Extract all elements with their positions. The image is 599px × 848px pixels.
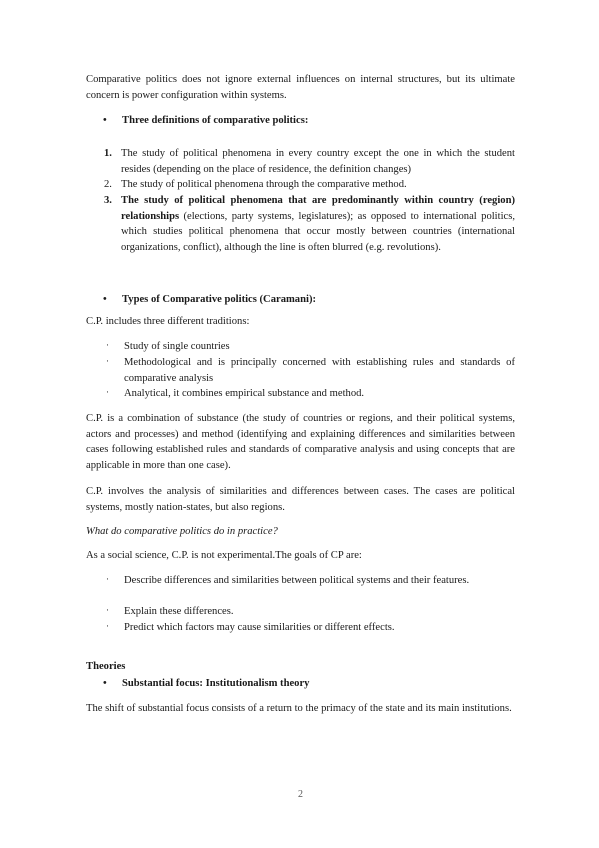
bullet-marker: • bbox=[103, 115, 107, 126]
institutionalism-paragraph: The shift of substantial focus consists of a return to the primacy of the state and its main institutions. bbox=[86, 703, 512, 714]
page-number: 2 bbox=[298, 789, 303, 800]
item-rest-text: (elections, party systems, legislatures); as opposed to international politics, which studies political phenomena that occur mostly between countries (international organizations, conflict), although the line is often blurred (e.g. revolutions). bbox=[121, 210, 515, 253]
similarities-paragraph: C.P. involves the analysis of similarities and differences between cases. The cases are political systems, mostly nation-states, but also regions. bbox=[86, 486, 515, 513]
list-item bbox=[106, 386, 515, 402]
document-page bbox=[86, 0, 515, 848]
traditions-lead: C.P. includes three different traditions: bbox=[86, 316, 250, 327]
item-bold-text: The study of political phenomena that are predominantly within country (region) relationships bbox=[121, 195, 515, 222]
item-number: 3. bbox=[104, 195, 112, 206]
theories-title: Theories bbox=[86, 661, 126, 672]
item-text: The study of political phenomena through the comparative method. bbox=[121, 179, 407, 190]
list-item-text: Analytical, it combines empirical substance and method. bbox=[124, 388, 365, 399]
goals-lead: As a social science, C.P. is not experimental.The goals of CP are: bbox=[86, 550, 362, 561]
goal-item bbox=[106, 604, 515, 620]
list-marker: · bbox=[106, 356, 109, 366]
numbered-item-2 bbox=[104, 177, 515, 193]
item-text: The study of political phenomena in every country except the one in which the student resides (depending on the place of residence, the definition changes) bbox=[121, 148, 515, 175]
numbered-item-1 bbox=[104, 146, 515, 177]
item-number: 2. bbox=[104, 179, 112, 190]
item-text bbox=[121, 193, 515, 255]
list-marker: · bbox=[106, 387, 109, 397]
goal-text: Describe differences and similarities between political systems and their features. bbox=[124, 575, 470, 586]
practice-question: What do comparative politics do in practice? bbox=[86, 526, 278, 537]
substance-method-paragraph: C.P. is a combination of substance (the study of countries or regions, and their political systems, actors and processes) and method (identifying and explaining differences and similarities between cases following established rules and standards of comparative analysis and using concepts that are applicable in more than one case). bbox=[86, 413, 515, 471]
list-item-text: Methodological and is principally concerned with establishing rules and standards of comparative analysis bbox=[124, 357, 515, 384]
bullet-marker: • bbox=[103, 294, 107, 305]
list-item bbox=[106, 339, 515, 355]
heading-text: Substantial focus: Institutionalism theory bbox=[122, 678, 310, 689]
item-number: 1. bbox=[104, 148, 112, 159]
list-marker: · bbox=[106, 621, 109, 631]
list-item bbox=[106, 355, 515, 386]
heading-text: Types of Comparative politics (Caramani): bbox=[122, 294, 316, 305]
goal-item bbox=[106, 620, 515, 636]
list-marker: · bbox=[106, 605, 109, 615]
numbered-item-3 bbox=[104, 193, 515, 255]
list-marker: · bbox=[106, 340, 109, 350]
list-marker: · bbox=[106, 574, 109, 584]
bullet-marker: • bbox=[103, 678, 107, 689]
list-item-text: Study of single countries bbox=[124, 341, 230, 352]
goal-text: Predict which factors may cause similarities or different effects. bbox=[124, 622, 395, 633]
goal-text: Explain these differences. bbox=[124, 606, 234, 617]
intro-paragraph: Comparative politics does not ignore external influences on internal structures, but its ultimate concern is power configuration within systems. bbox=[86, 74, 515, 101]
goal-item bbox=[106, 573, 515, 589]
heading-text: Three definitions of comparative politics: bbox=[122, 115, 309, 126]
